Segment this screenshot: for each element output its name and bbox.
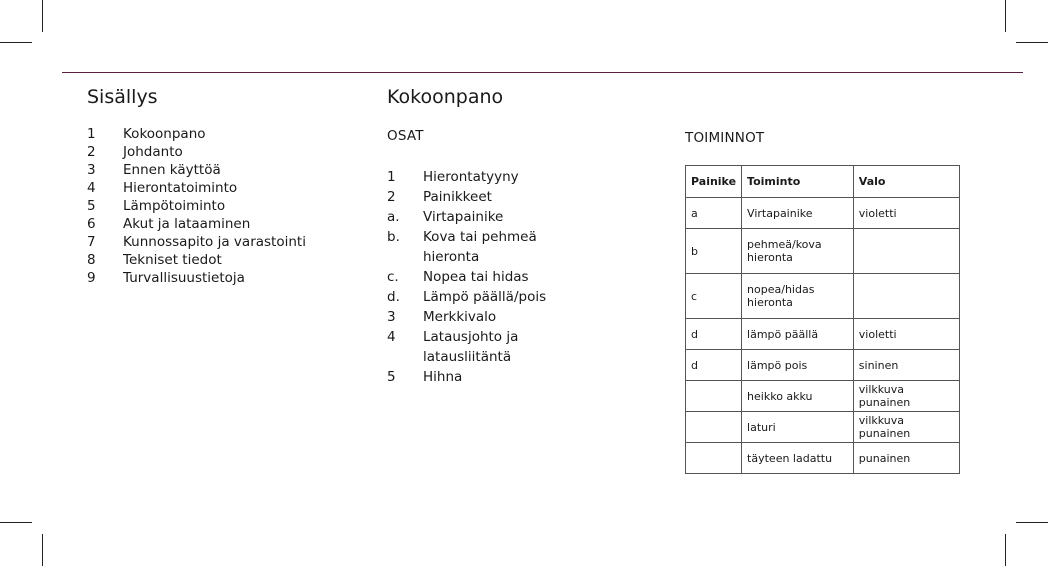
cell-light-text: violetti: [858, 206, 897, 220]
table-header-row: [686, 166, 960, 198]
parts-item: [387, 307, 587, 327]
parts-item-number: b.: [387, 229, 400, 245]
toc-item: [87, 161, 306, 179]
cell-light: [853, 229, 959, 274]
crop-mark: [1005, 0, 1006, 32]
cell-light-text: punainen: [858, 451, 911, 465]
crop-mark: [1016, 42, 1048, 43]
toc-item-label: Kokoonpano: [123, 126, 206, 142]
cell-button: [686, 319, 742, 350]
cell-light-text: sininen: [858, 358, 899, 372]
toc-item-label: Tekniset tiedot: [123, 252, 222, 268]
parts-item: [387, 207, 587, 227]
toc-item-number: 1: [87, 126, 96, 142]
toc-title: Sisällys: [87, 86, 158, 108]
assembly-title: Kokoonpano: [387, 86, 504, 108]
parts-item-number: d.: [387, 289, 400, 305]
toc-item: [87, 251, 306, 269]
parts-item-label: Painikkeet: [423, 189, 492, 205]
crop-mark: [42, 534, 43, 566]
parts-item-number: 2: [387, 189, 396, 205]
cell-light-text: vilkkuva punainen: [858, 414, 911, 440]
cell-button-text: a: [691, 206, 698, 220]
cell-function-text: pehmeä/kova hieronta: [747, 238, 822, 264]
toc-item-number: 7: [87, 234, 96, 250]
cell-button-text: c: [691, 289, 698, 303]
column-header-light: Valo: [853, 166, 959, 198]
toc-item-number: 4: [87, 180, 96, 196]
cell-light-text: violetti: [858, 327, 897, 341]
crop-mark: [1005, 534, 1006, 566]
crop-mark: [0, 42, 32, 43]
toc-item-label: Ennen käyttöä: [123, 162, 221, 178]
cell-button-text: d: [691, 358, 698, 372]
column-header-function: Toiminto: [742, 166, 854, 198]
toc-item-number: 2: [87, 144, 96, 160]
cell-function-text: lämpö pois: [747, 358, 808, 372]
cell-function-text: lämpö päällä: [747, 327, 819, 341]
toc-item: [87, 233, 306, 251]
cell-button: [686, 198, 742, 229]
cell-button: [686, 443, 742, 474]
toc-item-label: Kunnossapito ja varastointi: [123, 234, 306, 250]
parts-list: [387, 167, 587, 387]
parts-item: [387, 267, 587, 287]
cell-function: [742, 319, 854, 350]
parts-item: [387, 367, 587, 387]
toc-item-label: Turvallisuustietoja: [123, 270, 245, 286]
parts-item: [387, 187, 587, 207]
parts-item-label: Lämpö päällä/pois: [423, 289, 547, 305]
cell-function-text: laturi: [747, 420, 776, 434]
cell-light: [853, 350, 959, 381]
toc-item: [87, 179, 306, 197]
table-row: [686, 274, 960, 319]
cell-button: [686, 350, 742, 381]
cell-light: [853, 412, 959, 443]
cell-button-text: d: [691, 327, 698, 341]
toc-item-number: 6: [87, 216, 96, 232]
toc-item: [87, 143, 306, 161]
table-row: [686, 198, 960, 229]
toc-item: [87, 269, 306, 287]
toc-item-number: 9: [87, 270, 96, 286]
toc-item-label: Lämpötoiminto: [123, 198, 226, 214]
cell-function-text: Virtapainike: [747, 206, 813, 220]
functions-heading: TOIMINNOT: [685, 130, 765, 146]
cell-light: [853, 198, 959, 229]
cell-button: [686, 229, 742, 274]
cell-light-text: vilkkuva punainen: [858, 383, 911, 409]
parts-item-number: c.: [387, 269, 399, 285]
toc-item-label: Akut ja lataaminen: [123, 216, 251, 232]
cell-light: [853, 319, 959, 350]
header-rule: [62, 72, 1023, 73]
parts-item: [387, 287, 587, 307]
cell-function-text: täyteen ladattu: [747, 451, 833, 465]
toc-item-label: Hierontatoiminto: [123, 180, 238, 196]
toc-item-number: 3: [87, 162, 96, 178]
table-row: [686, 381, 960, 412]
parts-item: [387, 327, 587, 367]
cell-button: [686, 412, 742, 443]
cell-function: [742, 198, 854, 229]
parts-item-number: 3: [387, 309, 396, 325]
cell-function: [742, 412, 854, 443]
parts-item-label: Latausjohto ja latausliitäntä: [423, 329, 519, 365]
cell-button: [686, 274, 742, 319]
parts-item: [387, 227, 587, 267]
table-row: [686, 229, 960, 274]
cell-light: [853, 443, 959, 474]
cell-button: [686, 381, 742, 412]
cell-function-text: nopea/hidas hieronta: [747, 283, 815, 309]
cell-button-text: b: [691, 244, 698, 258]
toc-item: [87, 215, 306, 233]
cell-light: [853, 274, 959, 319]
column-header-button: Painike: [686, 166, 742, 198]
parts-item-label: Virtapainike: [423, 209, 504, 225]
parts-item-label: Hierontatyyny: [423, 169, 519, 185]
toc-list: [87, 125, 306, 287]
cell-function: [742, 350, 854, 381]
toc-item: [87, 197, 306, 215]
parts-item-number: 5: [387, 369, 396, 385]
table-row: [686, 412, 960, 443]
toc-item: [87, 125, 306, 143]
toc-item-label: Johdanto: [123, 144, 183, 160]
parts-item-label: Kova tai pehmeä hieronta: [423, 229, 537, 265]
parts-item-label: Merkkivalo: [423, 309, 497, 325]
cell-function: [742, 443, 854, 474]
parts-heading: OSAT: [387, 128, 424, 144]
toc-item-number: 8: [87, 252, 96, 268]
table-row: [686, 350, 960, 381]
crop-mark: [1016, 522, 1048, 523]
parts-item-label: Nopea tai hidas: [423, 269, 529, 285]
functions-table: [685, 165, 960, 474]
parts-item-number: a.: [387, 209, 400, 225]
cell-function: [742, 274, 854, 319]
table-row: [686, 443, 960, 474]
crop-mark: [0, 522, 32, 523]
parts-item: [387, 167, 587, 187]
cell-function: [742, 229, 854, 274]
cell-function-text: heikko akku: [747, 389, 813, 403]
parts-item-label: Hihna: [423, 369, 463, 385]
cell-function: [742, 381, 854, 412]
parts-item-number: 4: [387, 329, 396, 345]
table-row: [686, 319, 960, 350]
toc-item-number: 5: [87, 198, 96, 214]
crop-mark: [42, 0, 43, 32]
parts-item-number: 1: [387, 169, 396, 185]
cell-light: [853, 381, 959, 412]
